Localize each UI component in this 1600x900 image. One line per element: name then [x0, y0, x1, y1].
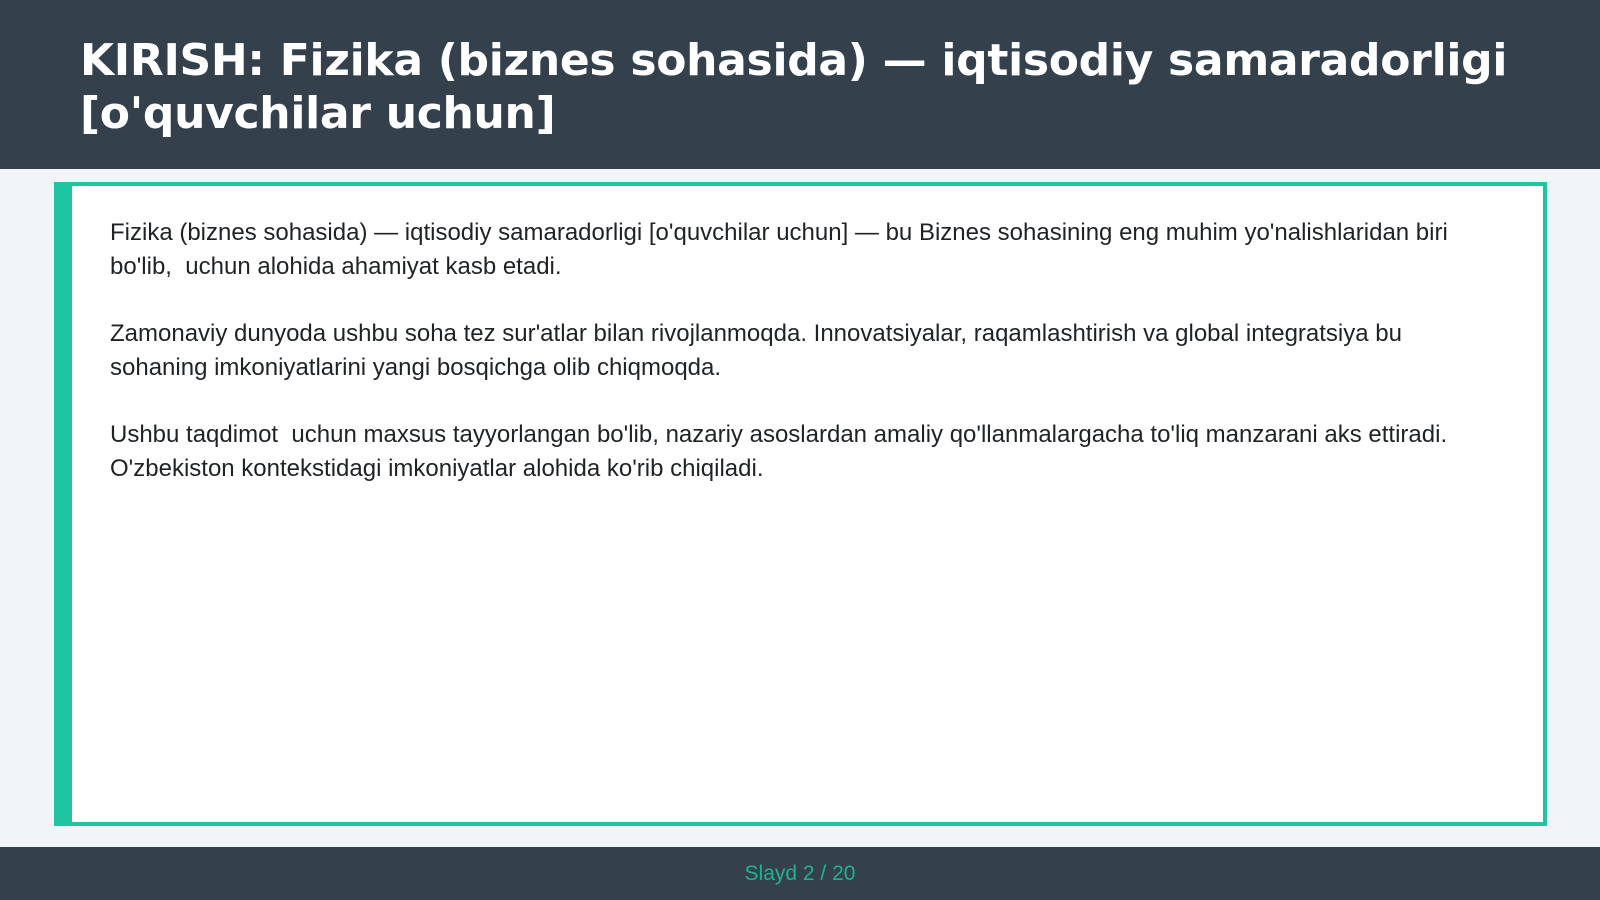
paragraph-modern-world: Zamonaviy dunyoda ushbu soha tez sur'atlar bilan rivojlanmoqda. Innovatsiyalar, raqamlashtirish va global integratsiya bu sohaning imkoniyatlarini yangi bosqichga olib chiqmoqda. [110, 320, 1409, 381]
slide-header [0, 0, 1600, 169]
paragraph-presentation-purpose: Ushbu taqdimot uchun maxsus tayyorlangan bo'lib, nazariy asoslardan amaliy qo'llanmalargacha to'liq manzarani aks ettiradi. O'zbekiston kontekstidagi imkoniyatlar alohida ko'rib chiqiladi. [110, 421, 1454, 482]
content-body [72, 186, 1543, 486]
slide-title: KIRISH: Fizika (biznes sohasida) — iqtisodiy samaradorligi [o'quvchilar uchun] [80, 35, 1508, 139]
content-card [54, 182, 1547, 826]
slide-page-indicator: Slayd 2 / 20 [744, 861, 856, 885]
slide-footer [0, 847, 1600, 900]
paragraph-intro: Fizika (biznes sohasida) — iqtisodiy samaradorligi [o'quvchilar uchun] — bu Biznes sohasining eng muhim yo'nalishlaridan biri bo'lib, uchun alohida ahamiyat kasb etadi. [110, 219, 1455, 280]
